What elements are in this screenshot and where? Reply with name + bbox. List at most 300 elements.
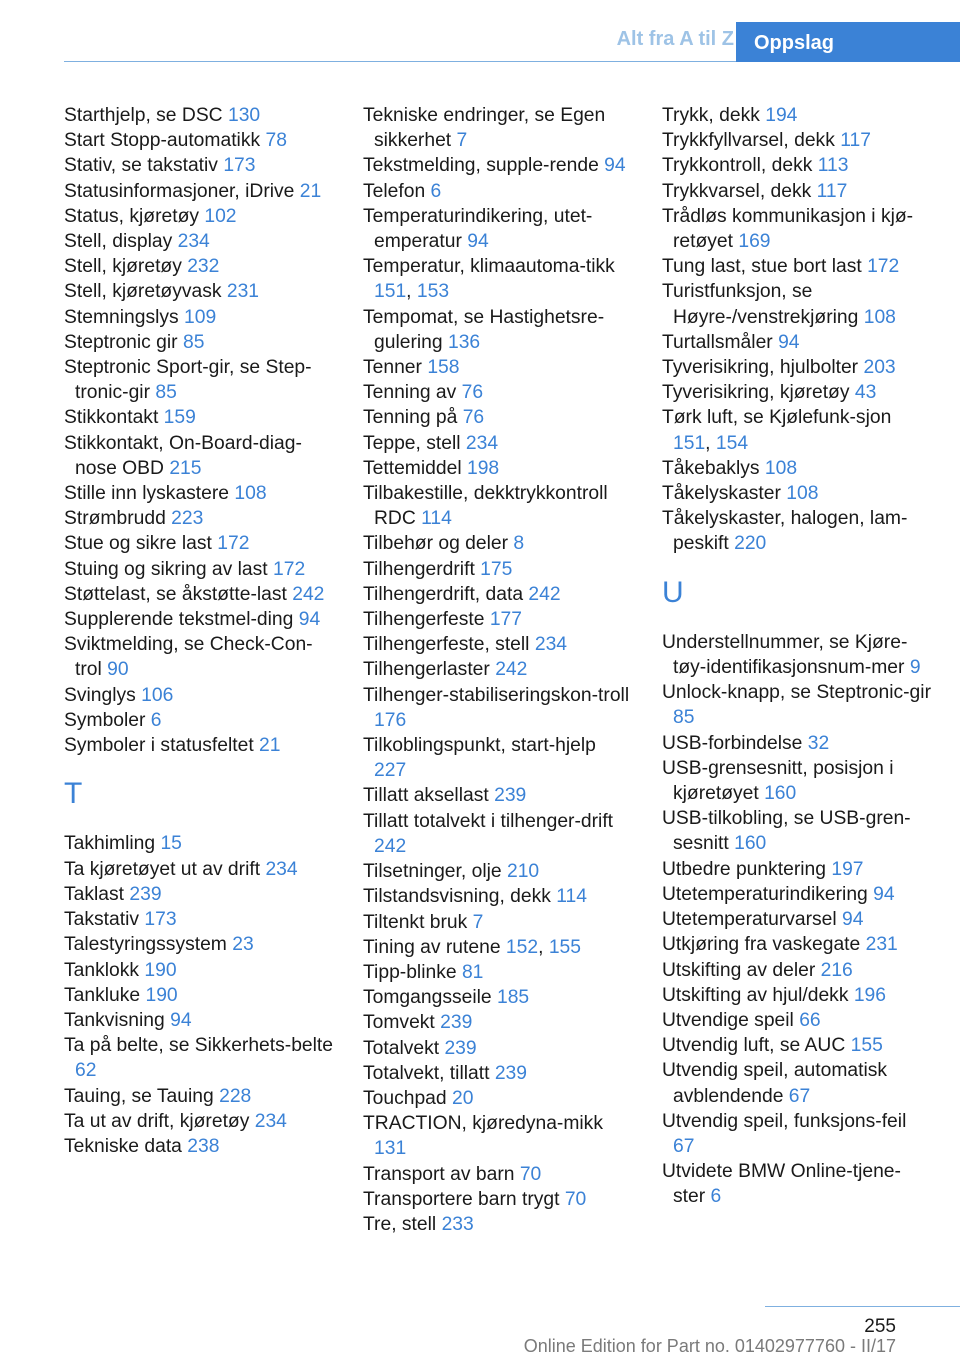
index-entry bbox=[363, 859, 633, 884]
index-entry bbox=[64, 708, 334, 733]
page-reference-link[interactable]: 210 bbox=[506, 861, 540, 883]
index-entry bbox=[64, 632, 334, 682]
index-term: Stell, kjøretøyvask bbox=[64, 281, 222, 303]
index-term: Sviktmelding, se Check-Con‐trol bbox=[64, 634, 313, 681]
index-term: Utetemperaturvarsel bbox=[662, 909, 837, 931]
index-column-3 bbox=[662, 103, 932, 1210]
page-reference-link[interactable]: 231 bbox=[865, 934, 898, 956]
index-entry bbox=[64, 1033, 334, 1083]
index-entry bbox=[64, 582, 334, 607]
index-term: Temperaturindikering, utet‐emperatur bbox=[363, 205, 593, 253]
page-reference-link[interactable]: 160 bbox=[764, 783, 797, 805]
index-term: Utkjøring fra vaskegate bbox=[662, 934, 861, 956]
page-reference-link[interactable]: 239 bbox=[494, 1062, 527, 1084]
index-term: Stue og sikre last bbox=[64, 533, 212, 555]
index-entry bbox=[662, 680, 932, 730]
index-entry bbox=[64, 557, 334, 582]
index-entry bbox=[64, 1134, 334, 1159]
index-entry bbox=[64, 506, 334, 531]
page-reference-link[interactable]: 159 bbox=[163, 407, 196, 429]
page-reference-link[interactable]: 239 bbox=[440, 1012, 473, 1034]
index-entry bbox=[363, 1086, 633, 1111]
index-entry bbox=[363, 179, 633, 204]
page-reference-link[interactable]: 158 bbox=[427, 357, 460, 379]
index-entry bbox=[662, 456, 932, 481]
index-entry bbox=[64, 305, 334, 330]
index-term: Tining av rutene bbox=[363, 936, 501, 958]
index-entry bbox=[363, 683, 633, 733]
page-reference-link[interactable]: 155 bbox=[850, 1035, 883, 1057]
index-term: Tørk luft, se Kjølefunk‐sjon bbox=[662, 407, 892, 429]
index-entry bbox=[64, 932, 334, 957]
page-reference-link[interactable]: 6 bbox=[150, 709, 162, 731]
page-reference-link[interactable]: 9 bbox=[909, 657, 921, 679]
index-term: USB-tilkobling, se USB-gren‐sesnitt bbox=[662, 808, 911, 855]
index-term: Tilhengerfeste, stell bbox=[363, 634, 530, 656]
index-column-2 bbox=[363, 103, 633, 1237]
index-entry bbox=[662, 1109, 932, 1159]
index-term: Tankluke bbox=[64, 984, 141, 1006]
index-entry bbox=[363, 809, 633, 859]
page-reference-link[interactable]: 136 bbox=[447, 331, 481, 353]
page-reference-link[interactable]: 172 bbox=[217, 533, 250, 555]
index-term: Tekniske data bbox=[64, 1135, 182, 1157]
page-reference-link[interactable]: 173 bbox=[144, 909, 177, 931]
page-reference-link[interactable]: 90 bbox=[107, 659, 129, 681]
page-reference-link[interactable]: 175 bbox=[480, 558, 513, 580]
index-entry bbox=[662, 1008, 932, 1033]
page-reference-link[interactable]: 85 bbox=[155, 382, 177, 404]
page-reference-link[interactable]: 172 bbox=[867, 256, 900, 278]
page-reference-link[interactable]: 231 bbox=[226, 281, 260, 303]
page-reference-link[interactable]: 242 bbox=[528, 583, 561, 605]
index-entry bbox=[64, 204, 334, 229]
index-term: Trykkfyllvarsel, dekk bbox=[662, 130, 835, 152]
index-entry bbox=[662, 279, 932, 329]
page-reference-link[interactable]: 78 bbox=[265, 130, 287, 152]
page-reference-link[interactable]: 185 bbox=[496, 987, 530, 1009]
index-term: Ta ut av drift, kjøretøy bbox=[64, 1110, 250, 1132]
index-term: Tomvekt bbox=[363, 1012, 435, 1034]
index-term: Symboler i statusfeltet bbox=[64, 735, 254, 757]
index-term: Tiltenkt bruk bbox=[363, 911, 468, 933]
index-entry bbox=[363, 985, 633, 1010]
page-reference-link[interactable]: 15 bbox=[160, 833, 182, 855]
index-term: Tyverisikring, hjulbolter bbox=[662, 357, 859, 379]
page-reference-link[interactable]: 190 bbox=[144, 959, 177, 981]
page-reference-link[interactable]: 242 bbox=[292, 583, 325, 605]
page-reference-link[interactable]: 108 bbox=[863, 306, 896, 328]
page-reference-link[interactable]: 176 bbox=[374, 709, 407, 731]
index-entry bbox=[662, 882, 932, 907]
index-entry: Temperatur, klimaautoma‐tikk 151, 153 bbox=[363, 256, 615, 303]
page-reference-link[interactable]: 239 bbox=[129, 883, 162, 905]
index-entry bbox=[363, 1162, 633, 1187]
page-reference-link[interactable]: 43 bbox=[854, 382, 877, 404]
index-entry bbox=[64, 229, 334, 254]
page-reference-link[interactable]: 108 bbox=[764, 457, 798, 479]
index-term: Tankvisning bbox=[64, 1009, 165, 1031]
page-reference-link[interactable]: 8 bbox=[513, 533, 525, 555]
index-entry bbox=[662, 1033, 932, 1058]
index-entry bbox=[662, 204, 932, 254]
index-term: Tilbehør og deler bbox=[363, 533, 509, 555]
page-reference-link[interactable]: 7 bbox=[456, 130, 468, 152]
index-term: Turistfunksjon, se Høyre-/venstrekjøring bbox=[662, 281, 859, 328]
index-entry: Tørk luft, se Kjølefunk‐sjon 151, 154 bbox=[662, 407, 892, 454]
index-term: Tillatt aksellast bbox=[363, 785, 489, 807]
index-entry bbox=[363, 1010, 633, 1035]
index-entry bbox=[662, 756, 932, 806]
index-entry bbox=[662, 330, 932, 355]
index-term: Tilbakestille, dekktrykkontroll RDC bbox=[363, 483, 608, 530]
page-reference-link[interactable]: 114 bbox=[421, 508, 452, 530]
index-term: Utskifting av hjul/dekk bbox=[662, 984, 849, 1006]
index-term: Taklast bbox=[64, 883, 125, 905]
index-entry bbox=[662, 1159, 932, 1209]
header-section-title: Alt fra A til Z bbox=[616, 28, 734, 50]
page-reference-link[interactable]: 215 bbox=[169, 457, 202, 479]
page-reference-link[interactable]: 20 bbox=[451, 1087, 474, 1109]
index-entry bbox=[64, 330, 334, 355]
index-term: Tempomat, se Hastighetsre‐gulering bbox=[363, 306, 605, 353]
index-term: Tre, stell bbox=[363, 1213, 437, 1235]
page-reference-link[interactable]: 169 bbox=[738, 231, 771, 253]
index-entry bbox=[363, 1187, 633, 1212]
index-term: Tenner bbox=[363, 357, 422, 379]
index-entry bbox=[64, 882, 334, 907]
page-reference-link[interactable]: 232 bbox=[187, 256, 220, 278]
index-term: Stell, kjøretøy bbox=[64, 256, 182, 278]
page-reference-link[interactable]: 85 bbox=[182, 331, 205, 353]
index-entry bbox=[64, 431, 334, 481]
index-term: Svinglys bbox=[64, 684, 136, 706]
index-term: Tilsetninger, olje bbox=[363, 861, 502, 883]
index-term: Utvendig speil, funksjons‐feil bbox=[662, 1110, 907, 1132]
index-term: Tåkelyskaster, halogen, lam‐peskift bbox=[662, 508, 908, 555]
page-reference-link[interactable]: 66 bbox=[799, 1009, 821, 1031]
index-entry bbox=[64, 1109, 334, 1134]
page-reference-link[interactable]: 117 bbox=[840, 130, 871, 152]
page-reference-link[interactable]: 234 bbox=[254, 1110, 287, 1132]
page-reference-link[interactable]: 6 bbox=[710, 1186, 722, 1208]
index-term: TRACTION, kjøredyna‐mikk bbox=[363, 1113, 603, 1135]
index-term: Touchpad bbox=[363, 1087, 447, 1109]
index-entry bbox=[662, 630, 932, 680]
page-reference-link[interactable]: 32 bbox=[807, 732, 830, 754]
page-reference-link[interactable]: 216 bbox=[820, 959, 853, 981]
page-reference-link[interactable]: 160 bbox=[734, 833, 767, 855]
index-entry bbox=[64, 907, 334, 932]
index-term: USB-grensesnitt, posisjon i kjøretøyet bbox=[662, 757, 894, 805]
index-term: Utbedre punktering bbox=[662, 858, 826, 880]
page-reference-link[interactable]: 94 bbox=[298, 609, 321, 631]
index-entry bbox=[662, 932, 932, 957]
index-term: Teppe, stell bbox=[363, 432, 461, 454]
page-reference-link[interactable]: 234 bbox=[265, 858, 298, 880]
page-reference-link[interactable]: 70 bbox=[564, 1188, 587, 1210]
page-reference-link[interactable]: 155 bbox=[548, 936, 581, 958]
page-reference-link[interactable]: 131 bbox=[374, 1138, 407, 1160]
index-entry bbox=[64, 103, 334, 128]
index-term: Takhimling bbox=[64, 833, 156, 855]
index-entry bbox=[64, 857, 334, 882]
index-entry bbox=[363, 733, 633, 783]
index-term: Status, kjøretøy bbox=[64, 205, 199, 227]
page-reference-link[interactable]: 242 bbox=[374, 835, 407, 857]
index-entry bbox=[662, 179, 932, 204]
index-term: Steptronic Sport-gir, se Step‐tronic-gir bbox=[64, 357, 312, 404]
footer-rule bbox=[765, 1306, 960, 1307]
page-reference-link[interactable]: 21 bbox=[259, 735, 281, 757]
index-entry bbox=[363, 103, 633, 153]
page-reference-link[interactable]: 173 bbox=[223, 155, 256, 177]
page-reference-link[interactable]: 203 bbox=[863, 357, 896, 379]
page-reference-link[interactable]: 114 bbox=[556, 886, 588, 908]
index-letter-heading: T bbox=[64, 777, 83, 811]
index-entry bbox=[662, 153, 932, 178]
page-reference-link[interactable]: 6 bbox=[430, 180, 442, 202]
page-reference-link[interactable]: 67 bbox=[788, 1085, 811, 1107]
page-reference-link[interactable]: 67 bbox=[673, 1135, 695, 1157]
index-entry bbox=[363, 204, 633, 254]
index-entry bbox=[662, 128, 932, 153]
index-term: Tilhengerlaster bbox=[363, 659, 490, 681]
page-reference-link[interactable]: 94 bbox=[604, 155, 626, 177]
index-entry bbox=[64, 279, 334, 304]
page-reference-link[interactable]: 234 bbox=[534, 634, 568, 656]
index-entry bbox=[363, 431, 633, 456]
index-entry bbox=[363, 355, 633, 380]
index-term: Tomgangsseile bbox=[363, 987, 492, 1009]
page-reference-link[interactable]: 76 bbox=[461, 382, 484, 404]
index-term: Tåkebaklys bbox=[662, 457, 760, 479]
page-reference-link[interactable]: 153 bbox=[416, 281, 450, 303]
index-term: Tåkelyskaster bbox=[662, 483, 781, 505]
index-entry bbox=[64, 958, 334, 983]
index-entry bbox=[64, 831, 334, 856]
index-entry bbox=[363, 405, 633, 430]
page-reference-link[interactable]: 220 bbox=[734, 533, 767, 555]
index-entry bbox=[64, 481, 334, 506]
index-term: Starthjelp, se DSC bbox=[64, 105, 223, 126]
page-reference-link[interactable]: 198 bbox=[466, 457, 500, 479]
index-term: Transportere barn trygt bbox=[363, 1188, 560, 1210]
index-term: Stille inn lyskastere bbox=[64, 483, 230, 505]
page-reference-link[interactable]: 233 bbox=[441, 1213, 474, 1235]
index-letter-heading: U bbox=[662, 575, 684, 609]
index-term: USB-forbindelse bbox=[662, 732, 803, 754]
index-entry bbox=[363, 557, 633, 582]
index-term: Tilhengerfeste bbox=[363, 609, 485, 631]
index-term: Utvidete BMW Online-tjene‐ster bbox=[662, 1161, 901, 1208]
index-term: Tilhenger-stabiliseringskon‐troll bbox=[363, 684, 630, 706]
index-term: Ta på belte, se Sikkerhets‐belte bbox=[64, 1035, 334, 1057]
page-reference-link[interactable]: 177 bbox=[489, 609, 522, 631]
index-term: Telefon bbox=[363, 180, 426, 202]
index-entry bbox=[363, 910, 633, 935]
index-entry bbox=[64, 1008, 334, 1033]
page-reference-link[interactable]: 152 bbox=[505, 936, 539, 958]
index-term: Tipp-blinke bbox=[363, 961, 457, 983]
page-reference-link[interactable]: 197 bbox=[831, 858, 864, 880]
page-reference-link[interactable]: 117 bbox=[816, 180, 848, 202]
index-entry bbox=[64, 153, 334, 178]
page-reference-link[interactable]: 194 bbox=[765, 105, 798, 126]
index-entry bbox=[662, 506, 932, 556]
index-term: Utvendige speil bbox=[662, 1009, 794, 1031]
index-term: Statusinformasjoner, iDrive bbox=[64, 180, 295, 202]
index-entry bbox=[64, 683, 334, 708]
page-reference-link[interactable]: 223 bbox=[171, 508, 204, 530]
page-reference-link[interactable]: 94 bbox=[467, 231, 489, 253]
page-reference-link[interactable]: 81 bbox=[461, 961, 484, 983]
index-entry bbox=[662, 1058, 932, 1108]
page-reference-link[interactable]: 70 bbox=[519, 1163, 542, 1185]
index-term: Turtallsmåler bbox=[662, 331, 773, 353]
page-reference-link[interactable]: 94 bbox=[873, 883, 895, 905]
index-entry bbox=[64, 405, 334, 430]
page-reference-link[interactable]: 106 bbox=[141, 684, 174, 706]
index-entry bbox=[363, 632, 633, 657]
index-entry bbox=[363, 531, 633, 556]
index-entry bbox=[363, 582, 633, 607]
page-reference-link[interactable]: 94 bbox=[170, 1009, 192, 1031]
index-term: Totalvekt, tillatt bbox=[363, 1062, 490, 1084]
index-entry bbox=[363, 884, 633, 909]
index-term: Tilhengerdrift, data bbox=[363, 583, 524, 605]
index-entry bbox=[363, 1212, 633, 1237]
index-term: Trådløs kommunikasjon i kjø‐retøyet bbox=[662, 205, 914, 253]
page-reference-link[interactable]: 242 bbox=[495, 659, 528, 681]
index-term: Støttelast, se åkstøtte‐last bbox=[64, 583, 287, 605]
page-reference-link[interactable]: 94 bbox=[778, 331, 800, 353]
index-term: Tilhengerdrift bbox=[363, 558, 475, 580]
index-entry bbox=[64, 254, 334, 279]
index-entry bbox=[363, 153, 633, 178]
index-column-1 bbox=[64, 103, 334, 1159]
index-term: Utvendig luft, se AUC bbox=[662, 1035, 846, 1057]
index-entry bbox=[662, 857, 932, 882]
index-entry bbox=[64, 1084, 334, 1109]
index-entry bbox=[363, 1036, 633, 1061]
index-entry bbox=[64, 355, 334, 405]
page-reference-link[interactable]: 151 bbox=[374, 281, 407, 303]
page-reference-link[interactable]: 108 bbox=[786, 483, 819, 505]
index-term: Transport av barn bbox=[363, 1163, 515, 1185]
index-entry bbox=[363, 380, 633, 405]
index-term: Temperatur, klimaautoma‐tikk bbox=[363, 256, 615, 278]
index-term: Utskifting av deler bbox=[662, 959, 816, 981]
page-reference-link[interactable]: 239 bbox=[494, 785, 527, 807]
index-term: Talestyringssystem bbox=[64, 934, 227, 956]
index-entry bbox=[64, 733, 334, 758]
index-entry bbox=[662, 355, 932, 380]
page-reference-link[interactable]: 227 bbox=[374, 760, 407, 782]
page-reference-link[interactable]: 234 bbox=[465, 432, 499, 454]
index-term: Tenning på bbox=[363, 407, 458, 429]
page-reference-link[interactable]: 154 bbox=[715, 432, 749, 454]
edition-note: Online Edition for Part no. 01402977760 - II/17 bbox=[523, 1336, 896, 1356]
index-term: Tilkoblingspunkt, start‐hjelp bbox=[363, 735, 596, 757]
index-term: Stell, display bbox=[64, 231, 173, 253]
index-entry bbox=[662, 983, 932, 1008]
page-reference-link[interactable]: 23 bbox=[232, 934, 254, 956]
page-reference-link[interactable]: 7 bbox=[472, 911, 484, 933]
page-reference-link[interactable]: 108 bbox=[234, 483, 267, 505]
index-term: Tanklokk bbox=[64, 959, 140, 981]
index-entry bbox=[662, 907, 932, 932]
page-reference-link[interactable]: 151 bbox=[673, 432, 706, 454]
index-term: Stemningslys bbox=[64, 306, 179, 328]
page-reference-link[interactable]: 21 bbox=[299, 180, 322, 202]
index-entry bbox=[662, 731, 932, 756]
page-reference-link[interactable]: 239 bbox=[444, 1037, 477, 1059]
index-term: Tettemiddel bbox=[363, 457, 462, 479]
page-reference-link[interactable]: 130 bbox=[227, 105, 261, 126]
index-term: Start Stopp-automatikk bbox=[64, 130, 261, 152]
index-term: Utvendig speil, automatisk avblendende bbox=[662, 1060, 888, 1107]
page-reference-link[interactable]: 190 bbox=[145, 984, 178, 1006]
index-entry bbox=[662, 958, 932, 983]
header-tab: Oppslag bbox=[736, 22, 960, 62]
index-term: Stuing og sikring av last bbox=[64, 558, 268, 580]
index-entry bbox=[363, 1061, 633, 1086]
index-term: Stativ, se takstativ bbox=[64, 155, 218, 177]
index-entry bbox=[363, 783, 633, 808]
index-entry bbox=[64, 607, 334, 632]
page-reference-link[interactable]: 196 bbox=[853, 984, 886, 1006]
index-term: Tekstmelding, supple‐rende bbox=[363, 155, 599, 177]
index-entry bbox=[64, 983, 334, 1008]
index-term: Utetemperaturindikering bbox=[662, 883, 868, 905]
index-term: Tyverisikring, kjøretøy bbox=[662, 382, 850, 404]
index-entry bbox=[363, 456, 633, 481]
page-reference-link[interactable]: 172 bbox=[273, 558, 306, 580]
index-term: Tekniske endringer, se Egen sikkerhet bbox=[363, 105, 606, 152]
index-entry bbox=[662, 254, 932, 279]
page-reference-link[interactable]: 62 bbox=[75, 1060, 97, 1082]
page-reference-link[interactable]: 85 bbox=[673, 707, 695, 729]
index-term: Stikkontakt, On-Board-diag‐nose OBD bbox=[64, 432, 302, 479]
index-entry bbox=[363, 960, 633, 985]
index-entry bbox=[64, 179, 334, 204]
page-reference-link[interactable]: 238 bbox=[187, 1135, 220, 1157]
page-number: 255 bbox=[864, 1316, 896, 1337]
index-entry bbox=[363, 305, 633, 355]
page-reference-link[interactable]: 234 bbox=[177, 231, 210, 253]
index-entry bbox=[363, 481, 633, 531]
index-entry bbox=[64, 128, 334, 153]
page-reference-link[interactable]: 102 bbox=[204, 205, 237, 227]
page-reference-link[interactable]: 113 bbox=[817, 155, 849, 177]
index-term: Strømbrudd bbox=[64, 508, 166, 530]
page-reference-link[interactable]: 76 bbox=[462, 407, 485, 429]
page-reference-link[interactable]: 94 bbox=[842, 909, 864, 931]
index-term: Tenning av bbox=[363, 382, 457, 404]
page-reference-link[interactable]: 228 bbox=[219, 1085, 252, 1107]
index-term: Totalvekt bbox=[363, 1037, 440, 1059]
index-term: Tillatt totalvekt i tilhenger‐drift bbox=[363, 810, 614, 832]
index-entry bbox=[363, 607, 633, 632]
page-reference-link[interactable]: 109 bbox=[184, 306, 217, 328]
index-term: Tilstandsvisning, dekk bbox=[363, 886, 551, 908]
index-term: Trykkontroll, dekk bbox=[662, 155, 813, 177]
index-entry: Tining av rutene 152, 155 bbox=[363, 936, 581, 958]
index-entry bbox=[64, 531, 334, 556]
index-term: Takstativ bbox=[64, 909, 140, 931]
index-term: Tauing, se Tauing bbox=[64, 1085, 214, 1107]
